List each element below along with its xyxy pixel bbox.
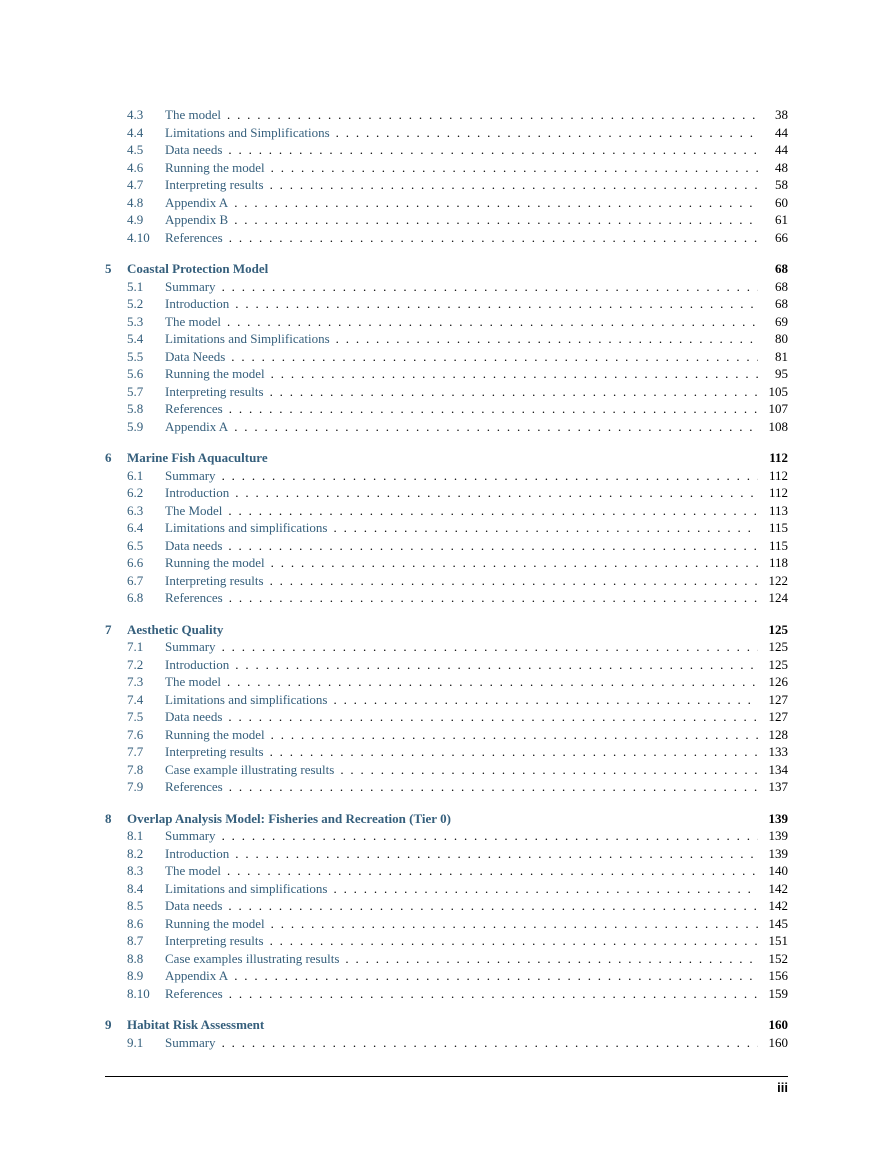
dot-leader [222, 1034, 758, 1052]
toc-entry-number[interactable]: 6.4 [127, 520, 144, 535]
toc-entry[interactable] [105, 484, 788, 502]
toc-entry-page[interactable]: 151 [768, 933, 788, 948]
toc-entry-number[interactable]: 5.9 [127, 418, 144, 434]
toc-entry[interactable] [105, 778, 788, 796]
dot-leader [234, 418, 758, 436]
toc-chapter-page[interactable]: 139 [768, 810, 788, 826]
toc-entry-title[interactable]: Introduction [165, 296, 230, 311]
toc-entry[interactable] [105, 572, 788, 590]
toc-entry-page[interactable]: 44 [775, 142, 788, 157]
toc-entry[interactable] [105, 743, 788, 761]
toc-entry-title[interactable]: References [165, 779, 223, 794]
toc-entry[interactable] [105, 537, 788, 555]
toc-entry[interactable] [105, 141, 788, 159]
toc-entry-number[interactable]: 5.7 [127, 383, 144, 399]
toc-entry-number[interactable]: 4.6 [127, 159, 144, 175]
toc-entry[interactable] [105, 229, 788, 247]
toc-entry-page[interactable]: 159 [768, 985, 788, 1001]
dot-leader [271, 159, 758, 177]
toc-entry[interactable] [105, 673, 788, 691]
toc-chapter-number[interactable]: 6 [105, 450, 112, 465]
toc-entry[interactable] [105, 897, 788, 915]
toc-entry[interactable] [105, 124, 788, 142]
toc-entry[interactable] [105, 211, 788, 229]
toc-entry-page[interactable]: 124 [768, 590, 788, 605]
toc-entry-number[interactable]: 8.5 [127, 898, 144, 913]
toc-entry-title[interactable]: Interpreting results [165, 383, 264, 399]
dot-leader [222, 467, 758, 485]
dot-leader [271, 726, 758, 744]
toc-entry-title[interactable]: Summary [165, 1034, 216, 1050]
toc-entry-title[interactable]: Appendix A [165, 418, 229, 434]
toc-entry[interactable] [105, 400, 788, 418]
toc-entry-number[interactable]: 4.10 [127, 229, 150, 245]
toc-entry[interactable] [105, 708, 788, 726]
toc-chapter[interactable] [105, 621, 788, 639]
toc-entry-title[interactable]: Summary [165, 828, 216, 843]
toc-entry[interactable] [105, 176, 788, 194]
toc-entry-title[interactable]: Data needs [165, 142, 223, 157]
toc-entry-page[interactable]: 140 [768, 863, 788, 878]
dot-leader [235, 484, 758, 502]
toc-entry-number[interactable]: 5.1 [127, 278, 144, 294]
dot-leader [234, 211, 758, 229]
toc-entry[interactable] [105, 862, 788, 880]
dot-leader [235, 845, 758, 863]
toc-entry-title[interactable]: Interpreting results [165, 744, 264, 759]
dot-leader [270, 932, 758, 950]
toc-entry[interactable] [105, 348, 788, 366]
toc-chapter-page[interactable]: 160 [768, 1017, 788, 1032]
toc-entry[interactable] [105, 761, 788, 779]
toc-entry-title[interactable]: Running the model [165, 915, 265, 931]
toc-entry-title[interactable]: Summary [165, 467, 216, 483]
toc-entry-title[interactable]: Data Needs [165, 348, 226, 364]
dot-leader [271, 365, 758, 383]
toc-entry-number[interactable]: 4.9 [127, 212, 144, 227]
toc-entry[interactable] [105, 656, 788, 674]
toc-entry-page[interactable]: 69 [775, 313, 788, 329]
dot-leader [340, 761, 758, 779]
toc-entry-title[interactable]: Summary [165, 278, 216, 294]
toc-entry-page[interactable]: 125 [768, 639, 788, 654]
toc-entry-page[interactable]: 68 [775, 278, 788, 294]
dot-leader [234, 967, 758, 985]
toc-entry-number[interactable]: 8.3 [127, 863, 144, 878]
toc-entry-page[interactable]: 112 [768, 485, 788, 500]
toc-entry[interactable] [105, 932, 788, 950]
toc-entry-title[interactable]: Interpreting results [165, 572, 264, 588]
toc-entry-title[interactable]: Introduction [165, 485, 230, 500]
dot-leader [228, 897, 758, 915]
toc-entry-page[interactable]: 95 [775, 366, 788, 381]
dot-leader [227, 862, 758, 880]
toc-chapter[interactable] [105, 449, 788, 467]
toc-chapter-title[interactable]: Coastal Protection Model [127, 261, 269, 276]
toc-entry-page[interactable]: 115 [768, 520, 788, 535]
toc-entry-title[interactable]: Data needs [165, 537, 223, 553]
dot-leader [234, 194, 758, 212]
toc-entry-title[interactable]: Limitations and Simplifications [165, 124, 330, 140]
toc-entry-title[interactable]: Appendix B [165, 212, 229, 227]
footer-rule [105, 1076, 788, 1077]
toc-chapter-title[interactable]: Overlap Analysis Model: Fisheries and Recreation (Tier 0) [127, 810, 451, 826]
toc-entry-title[interactable]: Limitations and simplifications [165, 880, 328, 896]
toc-entry-title[interactable]: Limitations and simplifications [165, 520, 328, 535]
dot-leader [333, 880, 758, 898]
toc-entry-number[interactable]: 7.2 [127, 656, 144, 672]
toc-entry-number[interactable]: 6.6 [127, 555, 144, 570]
dot-leader [235, 656, 758, 674]
toc-entry-title[interactable]: The model [165, 863, 221, 878]
dot-leader [235, 295, 758, 313]
toc-entry-page[interactable]: 127 [768, 691, 788, 707]
toc-entry-number[interactable]: 7.3 [127, 674, 144, 689]
toc-entry-page[interactable]: 58 [775, 177, 788, 192]
toc-entry-title[interactable]: The model [165, 313, 221, 329]
toc-entry-title[interactable]: References [165, 229, 223, 245]
dot-leader [222, 278, 758, 296]
toc-entry-number[interactable]: 8.2 [127, 845, 144, 861]
toc-entry[interactable] [105, 313, 788, 331]
toc-entry-page[interactable]: 122 [768, 572, 788, 588]
dot-leader [229, 229, 758, 247]
toc-entry-page[interactable]: 137 [768, 779, 788, 794]
toc-entry-title[interactable]: The model [165, 107, 221, 122]
toc-entry-page[interactable]: 145 [768, 915, 788, 931]
dot-leader [333, 691, 758, 709]
toc-entry[interactable] [105, 467, 788, 485]
toc-chapter-number[interactable]: 7 [105, 621, 112, 637]
toc-entry-page[interactable]: 113 [768, 502, 788, 518]
toc-entry[interactable] [105, 278, 788, 296]
toc-entry-title[interactable]: Limitations and simplifications [165, 691, 328, 707]
toc-entry[interactable] [105, 845, 788, 863]
toc-entry-number[interactable]: 7.9 [127, 779, 144, 794]
toc-entry-title[interactable]: Introduction [165, 845, 230, 861]
toc-entry-number[interactable]: 5.4 [127, 331, 144, 346]
toc-entry-page[interactable]: 133 [768, 744, 788, 759]
toc-entry-number[interactable]: 8.1 [127, 828, 144, 843]
toc-entry[interactable] [105, 985, 788, 1003]
toc-entry-number[interactable]: 6.5 [127, 537, 144, 553]
dot-leader [270, 572, 758, 590]
toc-entry-title[interactable]: Appendix A [165, 968, 229, 983]
toc-entry-number[interactable]: 7.6 [127, 726, 144, 742]
toc-entry-page[interactable]: 38 [775, 107, 788, 122]
toc-entry-number[interactable]: 4.8 [127, 194, 144, 210]
toc-entry[interactable] [105, 589, 788, 607]
toc-entry-number[interactable]: 7.8 [127, 761, 144, 777]
dot-leader [336, 124, 758, 142]
toc-entry-title[interactable]: Data needs [165, 898, 223, 913]
toc-chapter-page[interactable]: 68 [775, 261, 788, 276]
toc-entry-title[interactable]: Data needs [165, 709, 223, 724]
toc-entry-page[interactable]: 112 [768, 467, 788, 483]
toc-entry-number[interactable]: 4.5 [127, 142, 144, 157]
toc-entry-page[interactable]: 134 [768, 761, 788, 777]
toc-entry-title[interactable]: Running the model [165, 366, 265, 381]
dot-leader [333, 519, 758, 537]
toc-entry-page[interactable]: 107 [768, 401, 788, 416]
toc-entry-page[interactable]: 156 [768, 968, 788, 983]
toc-entry-number[interactable]: 4.7 [127, 177, 144, 192]
toc-entry-title[interactable]: Running the model [165, 159, 265, 175]
dot-leader [228, 708, 758, 726]
toc-entry-page[interactable]: 61 [775, 212, 788, 227]
toc-chapter-page[interactable]: 125 [768, 621, 788, 637]
dot-leader [227, 313, 758, 331]
toc-entry-number[interactable]: 8.4 [127, 880, 144, 896]
toc-entry[interactable] [105, 365, 788, 383]
toc-entry-title[interactable]: Introduction [165, 656, 230, 672]
toc-entry[interactable] [105, 106, 788, 124]
toc-entry-title[interactable]: References [165, 590, 223, 605]
dot-leader [229, 589, 758, 607]
dot-leader [231, 348, 758, 366]
dot-leader [270, 176, 758, 194]
toc-entry-number[interactable]: 8.7 [127, 933, 144, 948]
toc-entry-page[interactable]: 127 [768, 709, 788, 724]
toc-entry[interactable] [105, 519, 788, 537]
toc-entry-page[interactable]: 139 [768, 845, 788, 861]
toc-entry[interactable] [105, 330, 788, 348]
toc-entry[interactable] [105, 691, 788, 709]
toc-chapter-title[interactable]: Aesthetic Quality [127, 621, 224, 637]
toc-entry-page[interactable]: 160 [768, 1034, 788, 1050]
toc-entry-number[interactable]: 7.4 [127, 691, 144, 707]
toc-entry-number[interactable]: 4.4 [127, 124, 144, 140]
toc-entry-number[interactable]: 6.3 [127, 502, 144, 518]
toc-entry-number[interactable]: 6.1 [127, 467, 144, 483]
toc-entry[interactable] [105, 915, 788, 933]
toc-entry-number[interactable]: 8.10 [127, 985, 150, 1001]
dot-leader [336, 330, 758, 348]
toc-entry-page[interactable]: 115 [768, 537, 788, 553]
toc-entry-page[interactable]: 80 [775, 331, 788, 346]
toc-entry-page[interactable]: 108 [768, 418, 788, 434]
toc-entry-title[interactable]: References [165, 985, 223, 1001]
toc-entry-number[interactable]: 5.3 [127, 313, 144, 329]
toc-entry[interactable] [105, 194, 788, 212]
toc-chapter[interactable] [105, 260, 788, 278]
toc-entry-title[interactable]: Case examples illustrating results [165, 950, 340, 966]
dot-leader [222, 638, 758, 656]
dot-leader [228, 502, 758, 520]
toc-chapter-title[interactable]: Habitat Risk Assessment [127, 1017, 265, 1032]
dot-leader [227, 106, 758, 124]
toc-entry-number[interactable]: 6.2 [127, 485, 144, 500]
toc-entry-page[interactable]: 118 [768, 555, 788, 570]
toc-entry-title[interactable]: The model [165, 674, 221, 689]
toc-entry-title[interactable]: The Model [165, 502, 223, 518]
toc-entry-title[interactable]: Running the model [165, 726, 265, 742]
toc-entry-page[interactable]: 60 [775, 194, 788, 210]
toc-entry-page[interactable]: 142 [768, 880, 788, 896]
dot-leader [227, 673, 758, 691]
toc-entry-number[interactable]: 5.6 [127, 366, 144, 381]
toc-entry-number[interactable]: 8.8 [127, 950, 144, 966]
toc-entry-number[interactable]: 6.8 [127, 590, 144, 605]
toc-entry-number[interactable]: 5.2 [127, 296, 144, 311]
toc-entry-title[interactable]: Interpreting results [165, 933, 264, 948]
toc-entry-number[interactable]: 9.1 [127, 1034, 144, 1050]
toc-chapter-title[interactable]: Marine Fish Aquaculture [127, 450, 268, 465]
dot-leader [228, 537, 758, 555]
toc-entry[interactable] [105, 950, 788, 968]
toc-chapter[interactable] [105, 810, 788, 828]
dot-leader [345, 950, 758, 968]
toc-chapter-page[interactable]: 112 [769, 450, 788, 465]
dot-leader [222, 827, 758, 845]
toc-entry-number[interactable]: 7.5 [127, 709, 144, 724]
toc-entry[interactable] [105, 418, 788, 436]
toc-entry[interactable] [105, 880, 788, 898]
table-of-contents [105, 106, 788, 1051]
toc-entry[interactable] [105, 502, 788, 520]
toc-entry-page[interactable]: 44 [775, 124, 788, 140]
toc-entry-number[interactable]: 5.5 [127, 348, 144, 364]
toc-entry-title[interactable]: Summary [165, 639, 216, 654]
toc-entry[interactable] [105, 1034, 788, 1052]
toc-entry-number[interactable]: 6.7 [127, 572, 144, 588]
dot-leader [229, 778, 758, 796]
toc-entry-number[interactable]: 8.9 [127, 968, 144, 983]
toc-chapter-number[interactable]: 9 [105, 1017, 112, 1032]
toc-entry-page[interactable]: 142 [768, 898, 788, 913]
toc-entry-page[interactable]: 66 [775, 229, 788, 245]
toc-entry-page[interactable]: 125 [768, 656, 788, 672]
toc-entry-page[interactable]: 128 [768, 726, 788, 742]
dot-leader [271, 554, 758, 572]
toc-entry-page[interactable]: 105 [768, 383, 788, 399]
toc-entry-page[interactable]: 152 [768, 950, 788, 966]
toc-entry-number[interactable]: 7.1 [127, 639, 144, 654]
page-number: iii [777, 1080, 788, 1095]
toc-entry-title[interactable]: Case example illustrating results [165, 761, 335, 777]
toc-entry-page[interactable]: 126 [768, 674, 788, 689]
toc-chapter-number[interactable]: 8 [105, 810, 112, 826]
dot-leader [270, 743, 758, 761]
toc-entry-title[interactable]: Limitations and Simplifications [165, 331, 330, 346]
toc-entry-number[interactable]: 5.8 [127, 401, 144, 416]
toc-entry-page[interactable]: 81 [775, 348, 788, 364]
toc-entry-title[interactable]: Interpreting results [165, 177, 264, 192]
dot-leader [229, 985, 758, 1003]
toc-entry[interactable] [105, 383, 788, 401]
toc-entry-number[interactable]: 8.6 [127, 915, 144, 931]
dot-leader [271, 915, 758, 933]
toc-entry-page[interactable]: 48 [775, 159, 788, 175]
toc-entry[interactable] [105, 159, 788, 177]
toc-entry[interactable] [105, 726, 788, 744]
toc-entry-page[interactable]: 139 [768, 828, 788, 843]
toc-entry[interactable] [105, 554, 788, 572]
toc-entry-number[interactable]: 7.7 [127, 744, 144, 759]
toc-chapter-number[interactable]: 5 [105, 261, 112, 276]
toc-entry-number[interactable]: 4.3 [127, 107, 144, 122]
toc-entry-title[interactable]: Appendix A [165, 194, 229, 210]
toc-entry-title[interactable]: Running the model [165, 555, 265, 570]
dot-leader [229, 400, 758, 418]
toc-entry[interactable] [105, 638, 788, 656]
dot-leader [270, 383, 758, 401]
toc-entry[interactable] [105, 967, 788, 985]
toc-entry-title[interactable]: References [165, 401, 223, 416]
toc-entry[interactable] [105, 827, 788, 845]
toc-entry-page[interactable]: 68 [775, 296, 788, 311]
toc-chapter[interactable] [105, 1016, 788, 1034]
toc-entry[interactable] [105, 295, 788, 313]
dot-leader [228, 141, 758, 159]
